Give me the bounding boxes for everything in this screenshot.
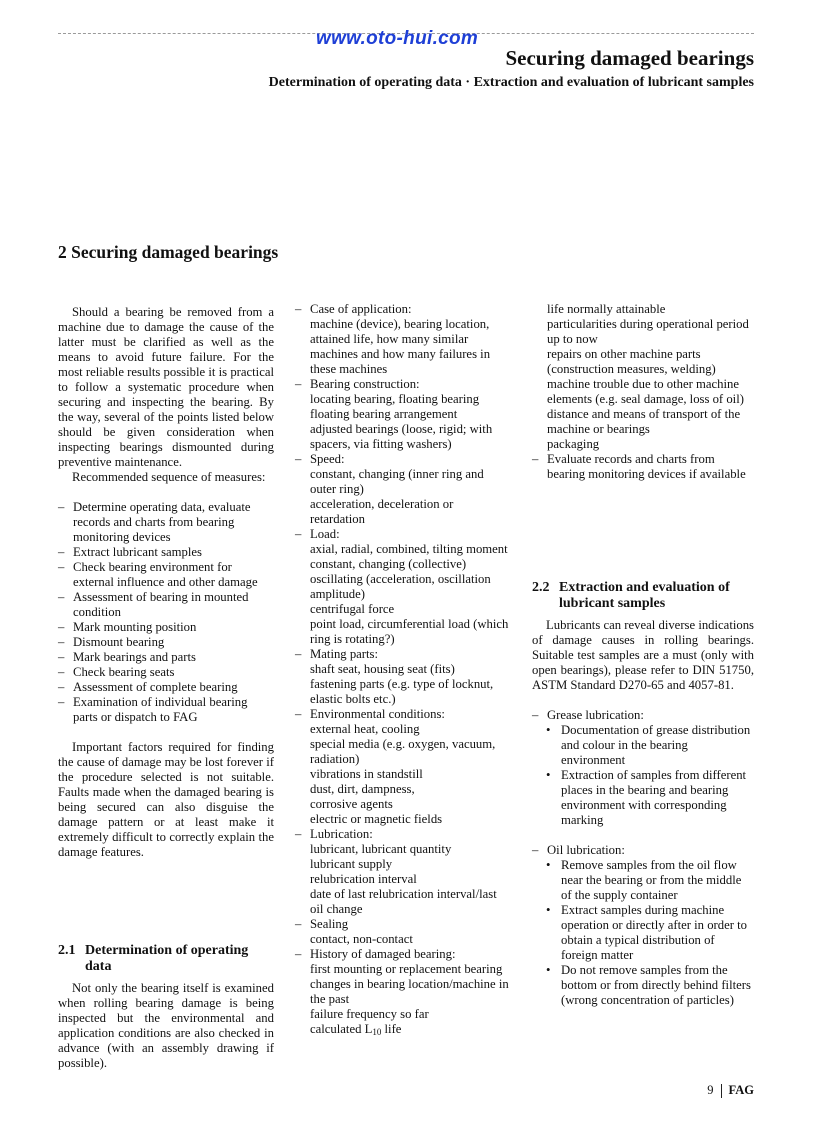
subsection-heading-2-1 [58, 943, 274, 975]
section-title: 2 Securing damaged bearings [58, 242, 279, 262]
list-item: – Sealing contact, non-contact [295, 917, 511, 947]
important-paragraph: Important factors required for finding the cause of damage may be lost forever if the procedure selected is not suitable. Faults made when the damaged bearing is being secured can also disguise the damage pattern or at least make it extremely difficult to correctly explain the damage features. [58, 740, 274, 859]
calculated-life-line: calculated L10 life [310, 1022, 402, 1037]
list-item: – Check bearing seats [58, 665, 274, 680]
subsection-number: 2.2 [532, 580, 550, 595]
oil-list [532, 843, 754, 858]
bullet-item: • Extract samples during machine operation or directly after in order to obtain a typical distribution of foreign matter [532, 903, 754, 963]
subsection-number: 2.1 [58, 943, 76, 958]
list-item: – Assessment of complete bearing [58, 680, 274, 695]
grease-bullets [532, 723, 754, 828]
list-item: – Assessment of bearing in mounted condition [58, 590, 274, 620]
list-item: – Environmental conditions: external heat, cooling special media (e.g. oxygen, vacuum, radiation) vibrations in standstill dust, dirt, dampness, corrosive agents electric or magnetic fields [295, 707, 511, 827]
subsection-heading-2-2 [532, 580, 754, 612]
evaluate-list [532, 452, 754, 482]
measures-list [58, 500, 274, 725]
list-item: – Mating parts: shaft seat, housing seat (fits) fastening parts (e.g. type of locknut, elastic bolts etc.) [295, 647, 511, 707]
page-title: Securing damaged bearings [505, 46, 754, 70]
footer-divider [721, 1084, 722, 1098]
list-item: – Mark mounting position [58, 620, 274, 635]
list-item: – Examination of individual bearing parts or dispatch to FAG [58, 695, 274, 725]
list-item: – Oil lubrication: [532, 843, 754, 858]
column-3 [532, 302, 754, 1008]
list-item: – Dismount bearing [58, 635, 274, 650]
grease-list [532, 708, 754, 723]
page-number: 9 [707, 1083, 714, 1097]
list-item: – History of damaged bearing: first mounting or replacement bearing changes in bearing location/machine in the past failure frequency so far calculated L10 life [295, 947, 511, 1040]
list-item: – Lubrication: lubricant, lubricant quantity lubricant supply relubrication interval date of last relubrication interval/last oil change [295, 827, 511, 917]
operating-data-paragraph: Not only the bearing itself is examined when rolling bearing damage is being inspected but the environmental and application conditions are also checked in advance (with an assembly drawing if possible). [58, 981, 274, 1070]
list-item: – Extract lubricant samples [58, 545, 274, 560]
list-item: – Load: axial, radial, combined, tilting moment constant, changing (collective) oscillating (acceleration, oscillation amplitude) centrifugal force point load, circumferential load (which ring is rotating?) [295, 527, 511, 647]
list-item: – Bearing construction: locating bearing, floating bearing floating bearing arrangement adjusted bearings (loose, rigid; with spacers, via fitting washers) [295, 377, 511, 452]
page-footer [707, 1083, 754, 1098]
bullet-item: • Do not remove samples from the bottom or from directly behind filters (wrong concentration of particles) [532, 963, 754, 1008]
list-item: – Determine operating data, evaluate records and charts from bearing monitoring devices [58, 500, 274, 545]
history-continuation: life normally attainable particularities during operational period up to now repairs on other machine parts (construction measures, welding) machine trouble due to other machine elements (e.g. seal damage, loss of oil) distance and means of transport of the machine or bearings packaging [547, 302, 749, 451]
subsection-title: Determination of operating data [85, 943, 249, 974]
list-item: – Case of application: machine (device), bearing location, attained life, how many similar machines and how many failures in these machines [295, 302, 511, 377]
subsection-title: Extraction and evaluation of lubricant samples [559, 580, 730, 611]
list-item: – Check bearing environment for external influence and other damage [58, 560, 274, 590]
list-item: – Grease lubrication: [532, 708, 754, 723]
list-item: – Evaluate records and charts from bearing monitoring devices if available [532, 452, 754, 482]
intro-paragraph: Should a bearing be removed from a machine due to damage the cause of the latter must be clarified as well as the means to avoid future failure. For the most reliable results possible it is practical to follow a systematic procedure when securing and inspecting the bearing. By the way, several of the points listed below should be given consideration when inspecting bearings dismounted during preventive maintenance. [58, 305, 274, 469]
bullet-item: • Documentation of grease distribution and colour in the bearing environment [532, 723, 754, 768]
list-item: – Speed: constant, changing (inner ring and outer ring) acceleration, deceleration or retardation [295, 452, 511, 527]
list-item: – Mark bearings and parts [58, 650, 274, 665]
recommended-sequence-label: Recommended sequence of measures: [72, 470, 266, 484]
brand-logo: FAG [728, 1083, 754, 1097]
oil-bullets [532, 858, 754, 1008]
bullet-item: • Remove samples from the oil flow near the bearing or from the middle of the supply container [532, 858, 754, 903]
bullet-item: • Extraction of samples from different places in the bearing and bearing environment with corresponding marking [532, 768, 754, 828]
watermark: www.oto-hui.com [316, 28, 479, 49]
operating-data-list [295, 302, 511, 1040]
page-subtitle: Determination of operating data · Extraction and evaluation of lubricant samples [268, 75, 754, 90]
column-2 [295, 302, 511, 1040]
lubricant-intro-paragraph: Lubricants can reveal diverse indications of damage causes in rolling bearings. Suitable test samples are a must (only with open bearings), please refer to DIN 51750, ASTM Standard D270-65 and 4057-81. [532, 618, 754, 692]
column-1 [58, 305, 274, 1071]
